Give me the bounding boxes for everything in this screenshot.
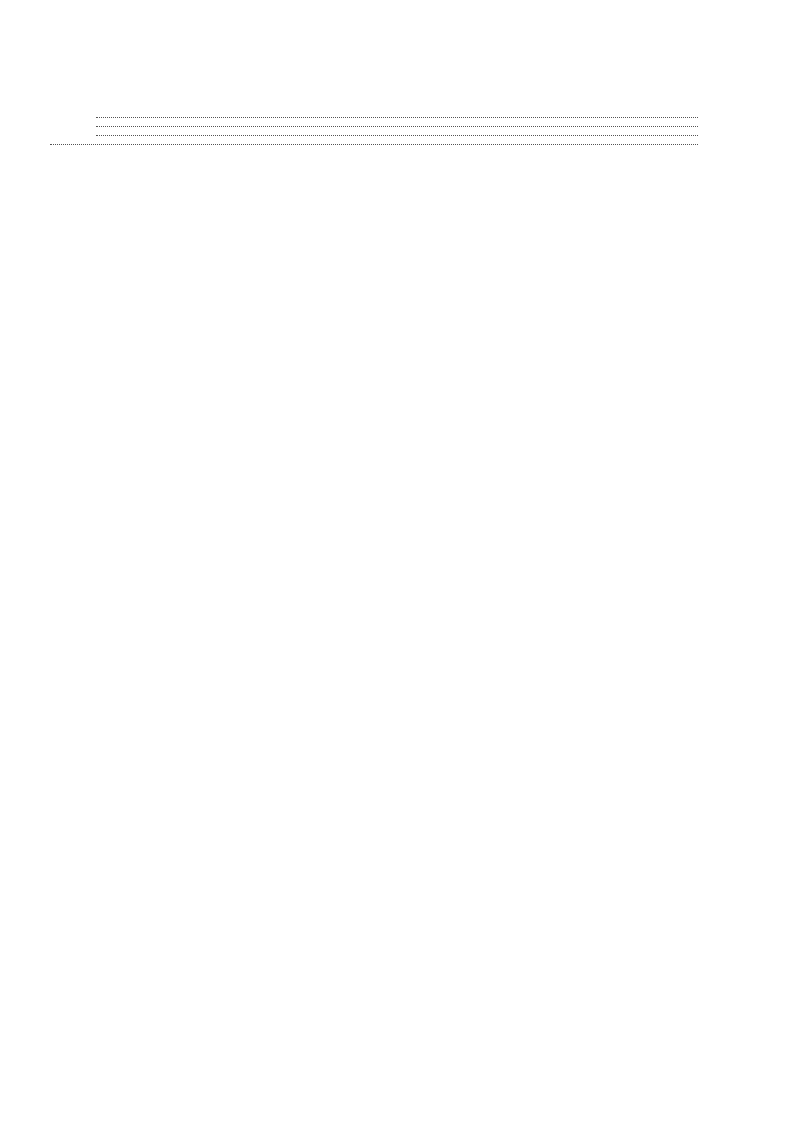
dot-leader xyxy=(50,144,698,145)
dot-leader xyxy=(96,126,698,127)
dot-leader xyxy=(96,135,698,136)
toc-entry-annex-h[interactable] xyxy=(49,138,699,139)
table-of-contents xyxy=(49,112,699,148)
toc-entry-annex-f[interactable] xyxy=(49,120,699,121)
toc-entry-bibliography[interactable] xyxy=(49,147,699,148)
dot-leader xyxy=(96,117,698,118)
toc-entry-annex-g[interactable] xyxy=(49,129,699,130)
